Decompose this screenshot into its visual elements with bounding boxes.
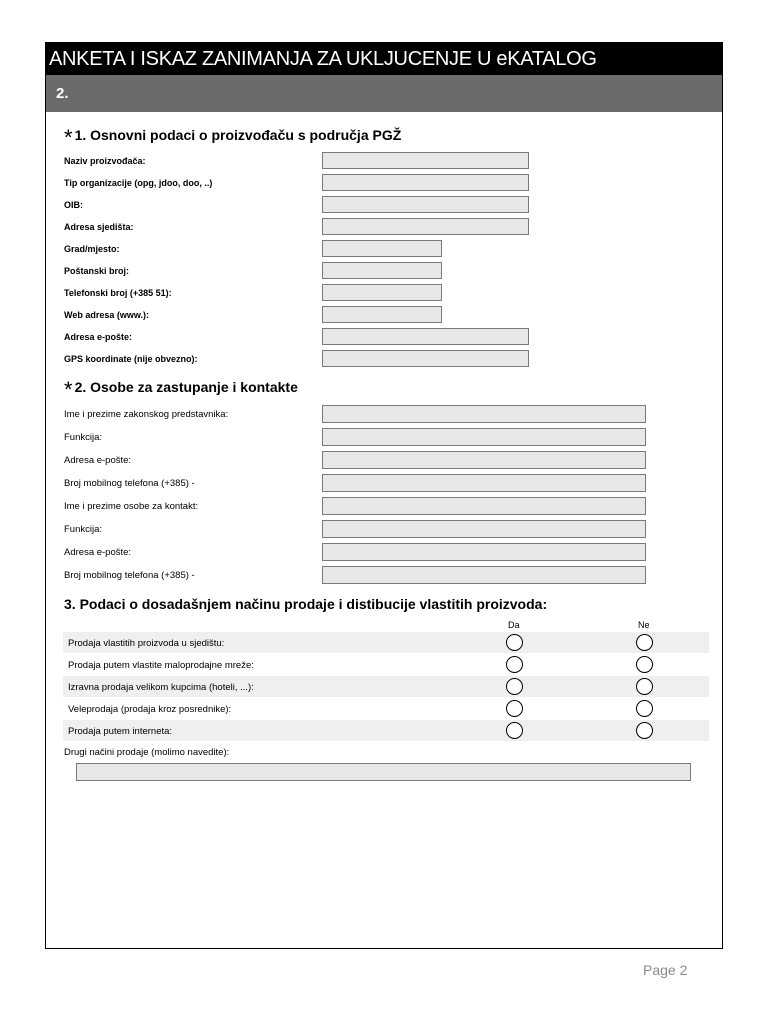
- input-drugi-nacini[interactable]: [76, 763, 691, 781]
- input-funkcija-2[interactable]: [322, 520, 646, 538]
- input-mobitel-1[interactable]: [322, 474, 646, 492]
- label-mobitel-2: Broj mobilnog telefona (+385) -: [64, 570, 195, 581]
- sales-row-label: Prodaja putem interneta:: [68, 726, 173, 737]
- column-header-ne: Ne: [638, 620, 650, 630]
- required-star-icon: *: [64, 125, 73, 150]
- section3-title: 3. Podaci o dosadašnjem načinu prodaje i distibucije vlastitih proizvoda:: [64, 596, 548, 612]
- input-gps[interactable]: [322, 350, 529, 367]
- label-funkcija-2: Funkcija:: [64, 524, 103, 535]
- input-web-adresa[interactable]: [322, 306, 442, 323]
- input-adresa-sjedista[interactable]: [322, 218, 529, 235]
- label-email-2: Adresa e-pošte:: [64, 547, 132, 558]
- radio-ne-veleprodaja[interactable]: [636, 700, 653, 717]
- form-frame: [45, 42, 723, 949]
- label-postanski-broj: Poštanski broj:: [64, 266, 130, 276]
- label-osoba-za-kontakt: Ime i prezime osobe za kontakt:: [64, 501, 199, 512]
- label-web-adresa: Web adresa (www.):: [64, 310, 150, 320]
- sales-row-label: Prodaja putem vlastite maloprodajne mreže:: [68, 660, 254, 671]
- input-tip-organizacije[interactable]: [322, 174, 529, 191]
- radio-da-veleprodaja[interactable]: [506, 700, 523, 717]
- input-postanski-broj[interactable]: [322, 262, 442, 279]
- radio-da-maloprodaja[interactable]: [506, 656, 523, 673]
- form-title: ANKETA I ISKAZ ZANIMANJA ZA UKLJUCENJE U eKATALOG: [46, 43, 722, 75]
- sales-row-label: Izravna prodaja velikom kupcima (hoteli, ...):: [68, 682, 254, 693]
- label-funkcija-1: Funkcija:: [64, 432, 103, 443]
- radio-ne-maloprodaja[interactable]: [636, 656, 653, 673]
- input-email[interactable]: [322, 328, 529, 345]
- input-telefonski-broj[interactable]: [322, 284, 442, 301]
- radio-ne-izravna[interactable]: [636, 678, 653, 695]
- label-gps: GPS koordinate (nije obvezno):: [64, 354, 198, 364]
- radio-da-internet[interactable]: [506, 722, 523, 739]
- radio-ne-sjediste[interactable]: [636, 634, 653, 651]
- input-naziv[interactable]: [322, 152, 529, 169]
- label-zakonski-predstavnik: Ime i prezime zakonskog predstavnika:: [64, 409, 229, 420]
- label-adresa-sjedista: Adresa sjedišta:: [64, 222, 134, 232]
- sales-row-label: Prodaja vlastitih proizvoda u sjedištu:: [68, 638, 225, 649]
- input-zakonski-predstavnik[interactable]: [322, 405, 646, 423]
- input-grad[interactable]: [322, 240, 442, 257]
- label-oib: OIB:: [64, 200, 83, 210]
- required-star-icon: *: [64, 377, 73, 402]
- label-telefonski-broj: Telefonski broj (+385 51):: [64, 288, 172, 298]
- label-email-1: Adresa e-pošte:: [64, 455, 132, 466]
- column-header-da: Da: [508, 620, 520, 630]
- input-oib[interactable]: [322, 196, 529, 213]
- label-tip-organizacije: Tip organizacije (opg, jdoo, doo, ..): [64, 178, 213, 188]
- radio-da-izravna[interactable]: [506, 678, 523, 695]
- label-mobitel-1: Broj mobilnog telefona (+385) -: [64, 478, 195, 489]
- label-email: Adresa e-pošte:: [64, 332, 133, 342]
- radio-da-sjediste[interactable]: [506, 634, 523, 651]
- input-funkcija-1[interactable]: [322, 428, 646, 446]
- label-grad: Grad/mjesto:: [64, 244, 120, 254]
- section2-title: * 2. Osobe za zastupanje i kontakte: [64, 377, 298, 402]
- radio-ne-internet[interactable]: [636, 722, 653, 739]
- input-mobitel-2[interactable]: [322, 566, 646, 584]
- input-osoba-za-kontakt[interactable]: [322, 497, 646, 515]
- section1-title: * 1. Osnovni podaci o proizvođaču s područja PGŽ: [64, 125, 402, 150]
- input-email-2[interactable]: [322, 543, 646, 561]
- page-label: 2.: [46, 75, 722, 112]
- sales-row-label: Veleprodaja (prodaja kroz posrednike):: [68, 704, 232, 715]
- label-drugi-nacini: Drugi načini prodaje (molimo navedite):: [64, 747, 230, 758]
- label-naziv: Naziv proizvođača:: [64, 156, 146, 166]
- input-email-1[interactable]: [322, 451, 646, 469]
- page-number: Page 2: [643, 962, 688, 978]
